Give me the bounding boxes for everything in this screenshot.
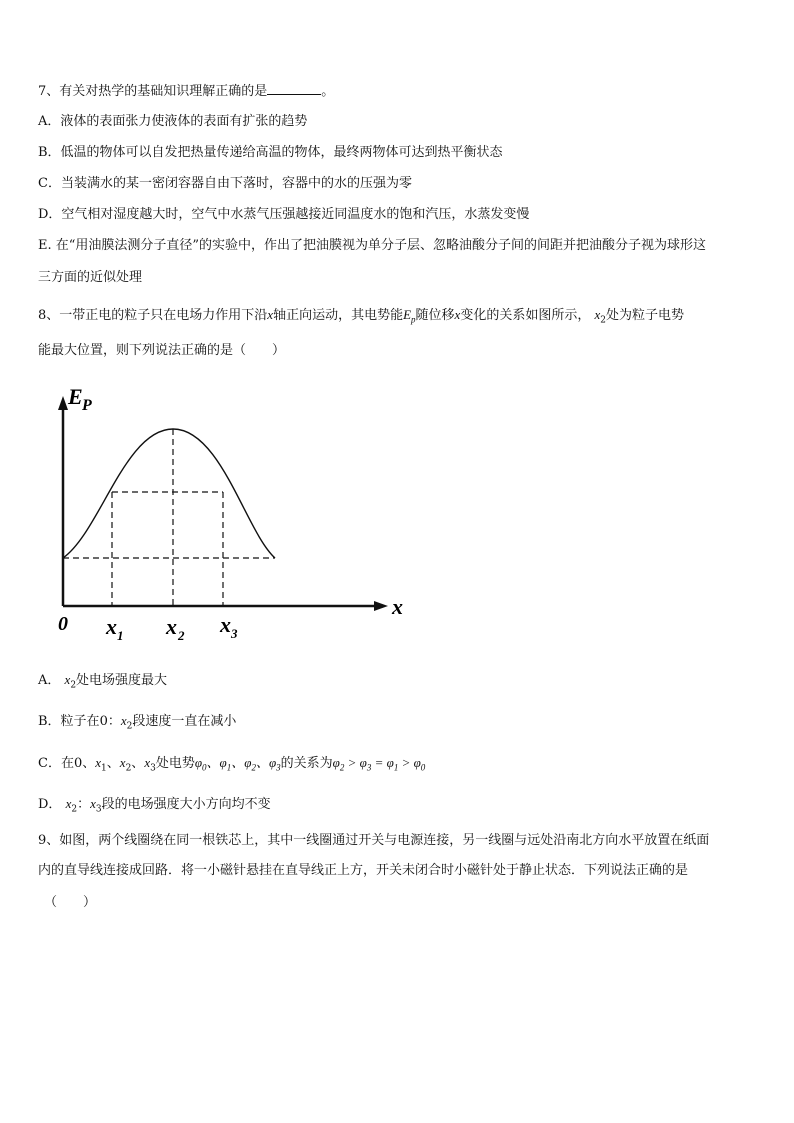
q8-option-c-x1-sub: 1 [101, 763, 107, 774]
q8-var-x2-sub: 2 [600, 315, 606, 326]
q8-stem-a: 8、一带正电的粒子只在电场力作用下沿 [38, 308, 268, 323]
q8-var-x-2: x [454, 307, 461, 322]
q8-stem-b: 轴正向运动，其电势能 [273, 308, 404, 323]
q8-y-axis-sub: P [82, 397, 92, 414]
q8-option-c-x3-sub: 3 [150, 763, 156, 774]
q8-x3-sub: 3 [231, 626, 238, 641]
q8-option-b [38, 712, 760, 736]
q8-graph-svg [30, 372, 430, 652]
q8-stem-line2: 能最大位置，则下列说法正确的是（ ） [38, 343, 286, 358]
q8-option-c-x1: x [95, 755, 102, 770]
q8-option-d-text: 段的电场强度大小方向均不变 [101, 797, 271, 812]
q8-option-c-relation: $\varphi_2 > \varphi_3 = \varphi_1 > \varphi_0$ [332, 755, 426, 773]
q7-option-e-cont: 三方面的近似处理 [38, 270, 143, 285]
q8-option-c-x2-sub: 2 [125, 763, 132, 774]
q7-option-e: E. 在“用油膜法测分子直径”的实验中，作出了把油膜视为单分子层、忽略油酸分子间的间距并把油酸分子视为球形这 [38, 238, 707, 253]
q8-option-b-zero: 0 [99, 714, 108, 729]
q8-x-axis-label: x [392, 594, 403, 619]
q8-option-a-text: 处电场强度最大 [76, 673, 168, 688]
q8-var-e: E [403, 307, 412, 322]
q8-x3-label: x [220, 612, 231, 637]
q7-option-d: D．空气相对湿度越大时，空气中水蒸气压强越接近同温度水的饱和汽压，水蒸发变慢 [38, 207, 530, 222]
q8-option-d-x2-sub: 2 [71, 804, 78, 815]
q8-x-axis-arrow [374, 601, 388, 611]
q8-var-x: x [267, 307, 274, 322]
q7-option-b: B．低温的物体可以自发把热量传递给高温的物体，最终两物体可达到热平衡状态 [38, 145, 503, 160]
q8-option-b-text: 段速度一直在减小 [132, 714, 237, 729]
q8-option-d-label: D． [38, 797, 62, 812]
q8-var-p: p [411, 314, 416, 325]
q7-stem-text: 7、有关对热学的基础知识理解正确的是 [38, 84, 268, 99]
q8-stem-line1 [38, 306, 760, 330]
q8-x1-sub: 1 [117, 628, 124, 643]
q8-ep-curve [63, 429, 275, 558]
q7-stem [38, 82, 760, 101]
q9-stem-line3: （ ） [44, 895, 97, 910]
q7-stem-suffix: 。 [321, 84, 335, 99]
q7-option-c: C．当装满水的某一密闭容器自由下落时，容器中的水的压强为零 [38, 176, 412, 191]
q8-option-d-x3-sub: 3 [95, 804, 102, 815]
q8-option-c-label: C．在 [38, 756, 74, 771]
q8-y-axis-arrow [58, 396, 68, 410]
q8-x2-label: x [166, 614, 177, 639]
q8-option-b-var: x [120, 713, 127, 728]
q8-stem-d: 变化的关系如图所示， [460, 308, 591, 323]
q8-x1-label: x [106, 614, 117, 639]
q8-option-c-x3: x [144, 755, 151, 770]
q8-var-x2: x [594, 307, 601, 322]
q8-y-axis-label: E [68, 384, 83, 409]
q8-option-b-colon: ： [107, 714, 121, 729]
q8-option-a-label: A． [38, 673, 61, 688]
q8-option-a-var: x [64, 672, 71, 687]
q8-option-c-x2: x [119, 755, 126, 770]
q7-answer-blank [267, 82, 321, 95]
q8-option-b-label: B．粒子在 [38, 714, 100, 729]
q8-option-c: C．在0、$x_1$、$x_2$、$x_3$处电势$\varphi_0$、$\varphi_1$、$\varphi_2$、$\varphi_3$的关系为$\varphi_2 > \varphi_3 = \varphi_1 > \varphi_0$ [38, 755, 426, 774]
q8-option-c-rel: 的关系为 [280, 756, 333, 771]
q8-ep-x-graph [30, 372, 430, 652]
q8-option-d-x2: x [65, 796, 72, 811]
q9-stem-line1: 9、如图，两个线圈绕在同一根铁芯上，其中一线圈通过开关与电源连接，另一线圈与远处沿南北方向水平放置在纸面 [38, 833, 710, 848]
q8-stem-c: 随位移 [415, 308, 455, 323]
q8-option-c-mid: 处电势 [155, 756, 195, 771]
q8-option-c-phis: $\varphi_0$、$\varphi_1$、$\varphi_2$、$\varphi_3$ [194, 755, 281, 773]
q8-option-a-sub: 2 [70, 680, 77, 691]
q8-option-b-sub: 2 [126, 721, 133, 732]
q8-x2-sub: 2 [178, 628, 185, 643]
q9-stem-line2: 内的直导线连接成回路．将一小磁针悬挂在直导线正上方，开关未闭合时小磁针处于静止状态．下列说法正确的是 [38, 863, 689, 878]
q8-option-a [38, 671, 760, 695]
q8-option-d-x3: x [90, 796, 96, 811]
q8-option-c-zero: 0 [73, 756, 83, 771]
q8-stem-e: 处为粒子电势 [606, 308, 685, 323]
q8-origin-label: 0 [58, 613, 68, 635]
q8-option-d: D． $x_2$：$x_3$段的电场强度大小方向均不变 [38, 796, 271, 815]
q7-option-a: A．液体的表面张力使液体的表面有扩张的趋势 [38, 114, 308, 129]
